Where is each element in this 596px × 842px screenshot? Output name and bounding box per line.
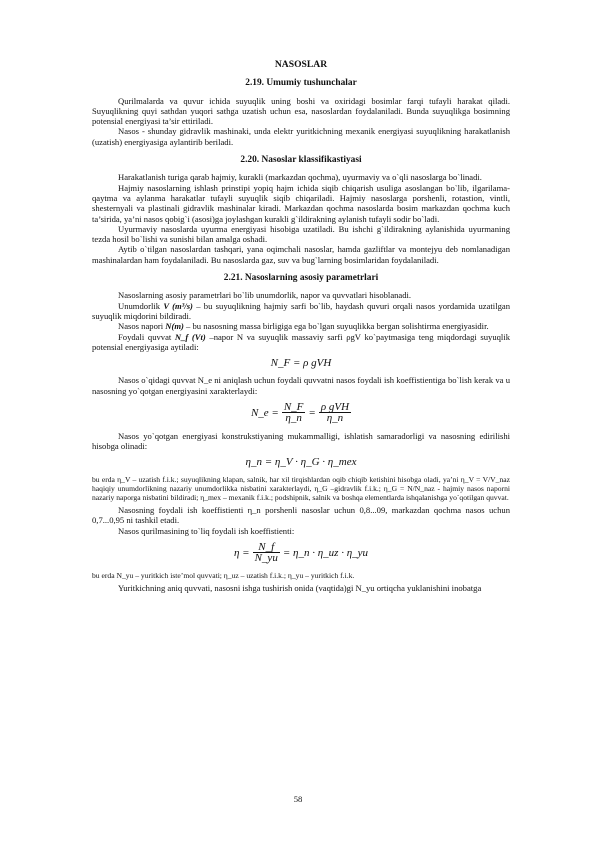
fraction <box>319 402 351 424</box>
formula-pump-efficiency: η_n = η_V · η_G · η_mex <box>245 456 357 469</box>
denominator: N_yu <box>254 552 278 565</box>
page-number: 58 <box>293 794 303 804</box>
text-run: – bu nasosning massa birligiga ega bo`lgan suyuqlikka bergan solishtirma energiyasidir. <box>183 321 489 332</box>
paragraph <box>92 332 510 353</box>
note: bu erda η_V – uzatish f.i.k.; suyuqlikning klapan, salnik, har xil tirqishlardan oqib chiqib ketishini hisobga oladi, ya’ni η_V = V/V_naz haqiqiy unumdorlikning nazariy unumdorlikka nisbatini xarakterlaydi, η_G –gidravlik f.i.k.; η_G = N/N_naz - hajmiy nasos naporni nazariy naporga nisbatini bildiradi; η_mex – mexanik f.i.k.; podshipnik, salnik va boshqa elementlarda ishqalanishga yo`qotilgan quvvat. <box>92 474 510 502</box>
numerator: N_F <box>283 401 304 414</box>
fraction <box>282 402 306 424</box>
formula-total-efficiency <box>92 542 510 564</box>
paragraph: Uyurmaviy nasoslarda uyurma energiyasi hisobiga uzatiladi. Bu ishchi g`ildirakning aylanishida uyurmaning tezda hosil bo`lishi va sunishi bilan amalga oshadi. <box>92 223 510 245</box>
paragraph: Harakatlanish turiga qarab hajmiy, kurakli (markazdan qochma), uyurmaviy va o`qli nasoslarga bo`linadi. <box>118 172 482 183</box>
note: bu erda N_yu – yuritkich iste’mol quvvati; η_uz – uzatish f.i.k.; η_yu – yuritkich f.i.k. <box>92 570 355 580</box>
formula-shaft-power <box>92 402 510 424</box>
text-run: Foydali quvvat <box>118 331 175 342</box>
paragraph <box>92 321 510 331</box>
formula-useful-power: N_F = ρ gVH <box>270 357 332 370</box>
paragraph: Hajmiy nasoslarning ishlash prinstipi yopiq hajm ichida siqib chiqarish usuliga asoslangan bo`lib, ilgarilama-qaytma va aylanma harakatlar tufayli suyuqlik siqib chiqariladi. Hajmiy nasoslarga porshenli, rotastion, vintli, shesternyali va plastinali gidravlik mashinalar kiradi. Markazdan qochma nasoslarda bosim markazdan qochma kuch ta’sirida, ya’ni nasos qobig`i (asosi)ga joylashgan kurakli g`ildirakning aylanish tufayli sodir bo`ladi. <box>92 182 510 224</box>
numerator: ρ gVH <box>320 401 350 414</box>
paragraph: Aytib o`tilgan nasoslardan tashqari, yana oqimchali nasoslar, hamda gazliftlar va montejyu deb nomlanadigan mashinalardan ham foydalaniladi. Bu nasoslarda gaz, suv va bug`larning bosimlaridan foydalaniladi. <box>92 244 510 265</box>
symbol: N_f (Vt) <box>174 331 206 342</box>
paragraph: Nasos yo`qotgan energiyasi konstrukstiyaning mukammalligi, ishlatish samaradorligi va nasosning edirilishi hisobga olinadi: <box>92 430 510 451</box>
paragraph: Nasos o`qidagi quvvat N_e ni aniqlash uchun foydali quvvatni nasos foydali ish koeffistientiga bo`lish kerak va u nasosning yo`qotgan energiyasini xarakterlaydi: <box>92 375 510 396</box>
symbol: N(m) <box>165 321 184 332</box>
section-heading-2-19: 2.19. Umumiy tushunchalar <box>245 78 357 89</box>
denominator: η_n <box>285 412 302 425</box>
formula-lhs: N_e = <box>250 406 279 419</box>
section-heading-2-21: 2.21. Nasoslarning asosiy parametrlari <box>223 273 379 284</box>
paragraph: Yuritkichning aniq quvvati, nasosni ishga tushirish onida (vaqtida)gi N_yu ortiqcha yuklanishini inobatga <box>118 582 482 593</box>
text-run: – bu suyuqlikning hajmiy sarfi bo`lib, haydash quvuri orqali nasos yordamida uzatilgan suyuqlik miqdorini bildiradi. <box>92 300 510 321</box>
numerator: N_f <box>253 542 280 553</box>
symbol: V (m³/s) <box>163 300 193 311</box>
formula-rhs: = η_n · η_uz · η_yu <box>282 546 369 559</box>
section-heading-2-20: 2.20. Nasoslar klassifikastiyasi <box>240 155 362 166</box>
text-run: Unumdorlik <box>118 300 164 311</box>
text-run: –napor N va suyuqlik massaviy sarfi ρgV ko`paytmasiga teng miqdordagi suyuqlik potensial energiyasiga aytiladi: <box>92 331 511 352</box>
paragraph: Nasosning foydali ish koeffistienti η_n porshenli nasoslar uchun 0,8...09, markazdan qochma nasos uchun 0,7...0,95 ni tashkil etadi. <box>92 505 510 526</box>
fraction <box>253 542 280 564</box>
paragraph: Nasoslarning asosiy parametrlari bo`lib unumdorlik, napor va quvvatlari hisoblanadi. <box>118 290 412 301</box>
denominator: η_n <box>326 412 344 425</box>
text-run: Nasos napori <box>118 321 166 332</box>
page-content <box>92 60 510 593</box>
paragraph <box>92 301 510 322</box>
equals-sign: = <box>308 406 316 419</box>
formula-lhs: η = <box>233 546 250 559</box>
paragraph: Nasos - shunday gidravlik mashinaki, unda elektr yuritkichning mexanik energiyasi suyuqlikning harakatlanish (uzatish) energiyasiga aylantirib beriladi. <box>92 126 510 147</box>
paragraph: Qurilmalarda va quvur ichida suyuqlik uning boshi va oxiridagi bosimlar farqi tufayli harakat qiladi. Suyuqlikning quyi sathdan yuqori sathga uzatish uchun esa, nasoslardan foydalaniladi. Bunda suyuqlikga bosimning potensial energiyasi ta’sir ettiriladi. <box>92 95 510 127</box>
paragraph: Nasos qurilmasining to`liq foydali ish koeffistienti: <box>118 525 295 536</box>
chapter-title: NASOSLAR <box>274 59 328 70</box>
